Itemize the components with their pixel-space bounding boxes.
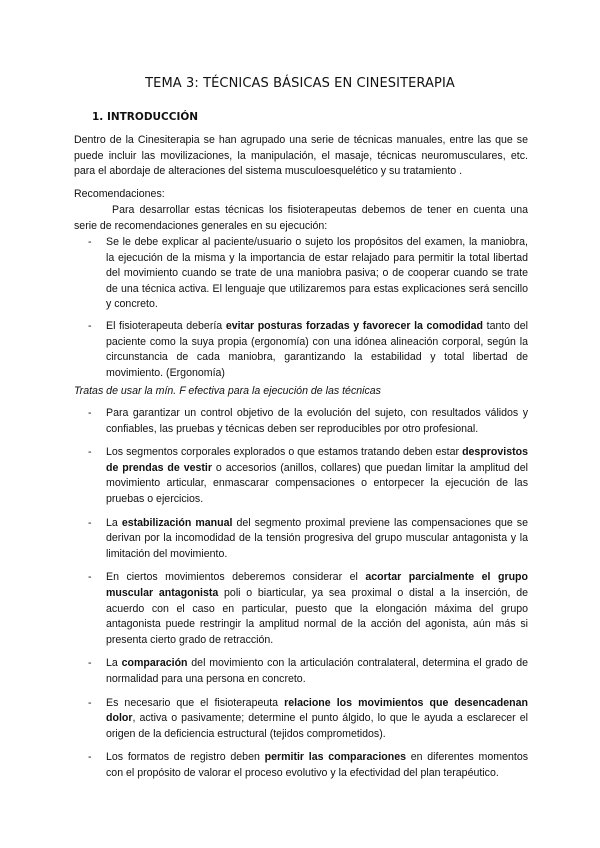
list-item: - Los formatos de registro deben permitir las comparaciones en diferentes momentos con el propósito de valorar el proceso evolutivo y la efectividad del plan terapéutico.: [88, 750, 528, 781]
list-item: - Se le debe explicar al paciente/usuario o sujeto los propósitos del examen, la maniobra, la ejecución de la misma y la importancia de estar relajado para permitir la total libertad del movimiento cuando se trate de una maniobra pasiva; o de cooperar cuando se trate de una técnica activa. El lenguaje que utilizaremos para estas explicaciones será sencillo y concreto.: [88, 235, 528, 313]
list-item: - En ciertos movimientos deberemos considerar el acortar parcialmente el grupo muscular antagonista poli o biarticular, ya sea proximal o distal a la inserción, de acuerdo con el caso en particular, puesto que la elongación máxima del grupo antagonista puede restringir la amplitud normal de la acción del agonista, aún más si presenta cierto grado de retracción.: [88, 570, 528, 648]
recommendations-paragraph: Para desarrollar estas técnicas los fisioterapeutas debemos de tener en cuenta una serie de recomendaciones generales en su ejecución:: [74, 204, 528, 232]
list-item: - Los segmentos corporales explorados o que estamos tratando deben estar desprovistos de prendas de vestir o accesorios (anillos, collares) que puedan limitar la amplitud del movimiento articular, enmascarar compensaciones o entorpecer la ejecución de las pruebas o ejercicios.: [88, 445, 528, 507]
list-item: - Para garantizar un control objetivo de la evolución del sujeto, con resultados válidos y confiables, las pruebas y técnicas deben ser reproducibles por otro profesional.: [88, 406, 528, 437]
technique-list: [88, 406, 528, 781]
recommendations-list: [88, 235, 528, 381]
list-item: - Es necesario que el fisioterapeuta relacione los movimientos que desencadenan dolor, activa o pasivamente; determine el punto álgido, lo que le ayuda a esclarecer el origen de la deficiencia estructural (tejidos comprometidos).: [88, 696, 528, 743]
section-heading: 1. INTRODUCCIÓN: [92, 111, 199, 123]
list-item: - La comparación del movimiento con la articulación contralateral, determina el grado de normalidad para una persona en concreto.: [88, 656, 528, 687]
list-item: - La estabilización manual del segmento proximal previene las compensaciones que se derivan por la incomodidad de la tensión progresiva del grupo muscular antagonista y la limitación del movimiento.: [88, 516, 528, 563]
recommendations-label: Recomendaciones:: [74, 188, 165, 200]
list-item: - El fisioterapeuta debería evitar posturas forzadas y favorecer la comodidad tanto del paciente como la suya propia (ergonomía) con una idónea alineación corporal, según la circunstancia de cada maniobra, garantizando la estabilidad y total libertad de movimiento. (Ergonomía): [88, 319, 528, 381]
page-title: TEMA 3: TÉCNICAS BÁSICAS EN CINESITERAPIA: [145, 76, 455, 91]
italic-note: Tratas de usar la mín. F efectiva para la ejecución de las técnicas: [74, 385, 381, 397]
intro-paragraph: Dentro de la Cinesiterapia se han agrupado una serie de técnicas manuales, entre las que se puede incluir las movilizaciones, la manipulación, el masaje, técnicas neuromusculares, etc. para el abordaje de alteraciones del sistema musculoesquelético y su tratamiento .: [74, 134, 528, 178]
